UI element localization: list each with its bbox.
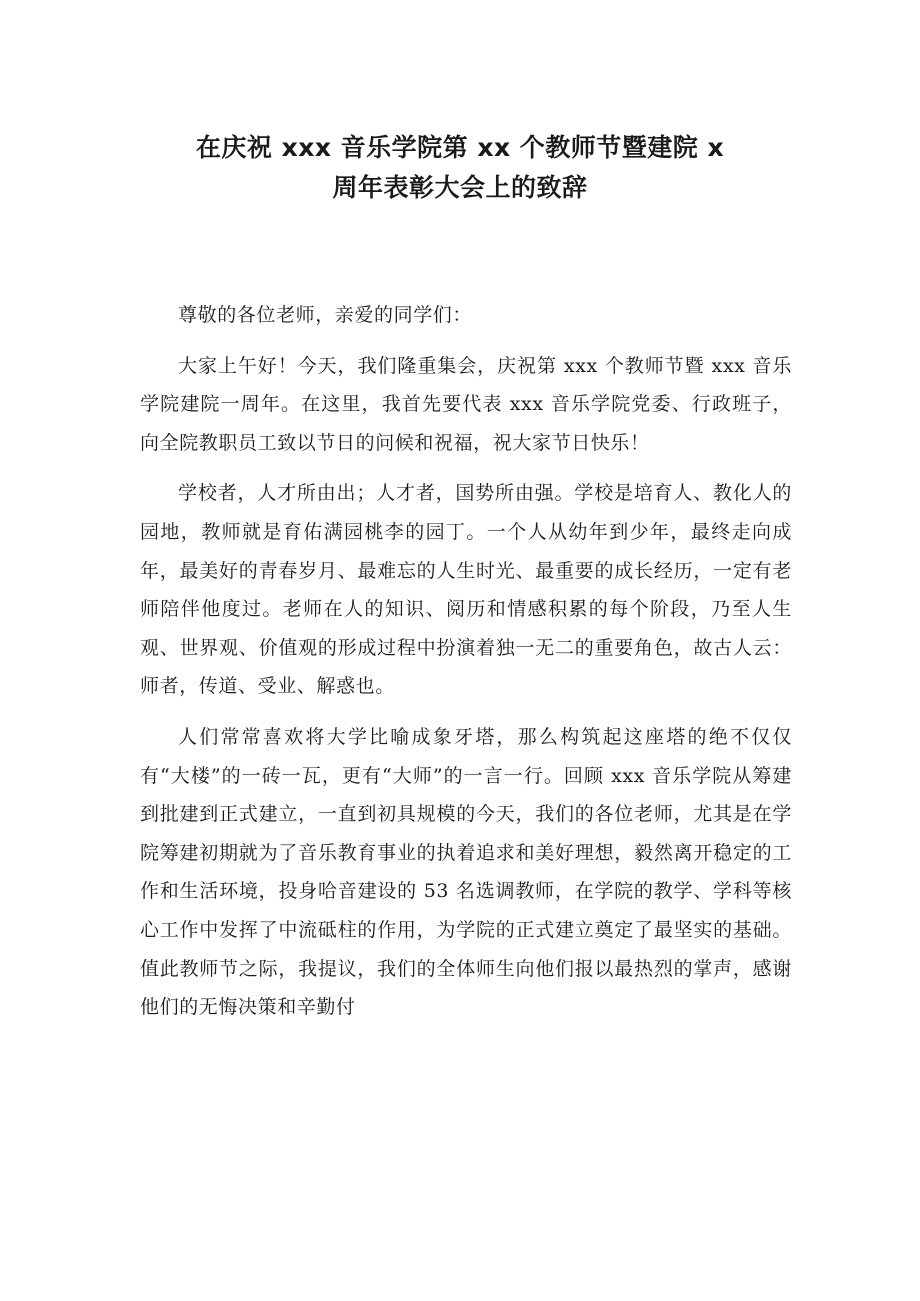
title-line-1: 在庆祝 xxx 音乐学院第 xx 个教师节暨建院 x <box>195 133 725 162</box>
document-title <box>100 128 820 208</box>
greeting-paragraph: 大家上午好！今天，我们隆重集会，庆祝第 xxx 个教师节暨 xxx 音乐学院建院一周年。在这里，我首先要代表 xxx 音乐学院党委、行政班子，向全院教职员工致以节日的问候和祝福，祝大家节日快乐！ <box>140 354 792 454</box>
teacher-role-paragraph: 学校者，人才所由出；人才者，国势所由强。学校是培育人、教化人的园地，教师就是育佑满园桃李的园丁。一个人从幼年到少年，最终走向成年，最美好的青春岁月、最难忘的人生时光、最重要的成长经历，一定有老师陪伴他度过。老师在人的知识、阅历和情感积累的每个阶段，乃至人生观、世界观、价值观的形成过程中扮演着独一无二的重要角色，故古人云：师者，传道、受业、解惑也。 <box>140 482 792 698</box>
title-line-2: 周年表彰大会上的致辞 <box>332 173 588 202</box>
document-body <box>140 296 792 1039</box>
salutation-paragraph: 尊敬的各位老师，亲爱的同学们： <box>178 304 473 326</box>
ivory-tower-paragraph: 人们常常喜欢将大学比喻成象牙塔，那么构筑起这座塔的绝不仅仅有“大楼”的一砖一瓦，更有“大师”的一言一行。回顾 xxx 音乐学院从筹建到批建到正式建立，一直到初具规模的今天，我们的各位老师，尤其是在学院筹建初期就为了音乐教育事业的执着追求和美好理想，毅然离开稳定的工作和生活环境，投身哈音建设的 53 名选调教师，在学院的教学、学科等核心工作中发挥了中流砥柱的作用，为学院的正式建立奠定了最坚实的基础。值此教师节之际，我提议，我们的全体师生向他们报以最热烈的掌声，感谢他们的无悔决策和辛勤付 <box>140 725 792 1019</box>
